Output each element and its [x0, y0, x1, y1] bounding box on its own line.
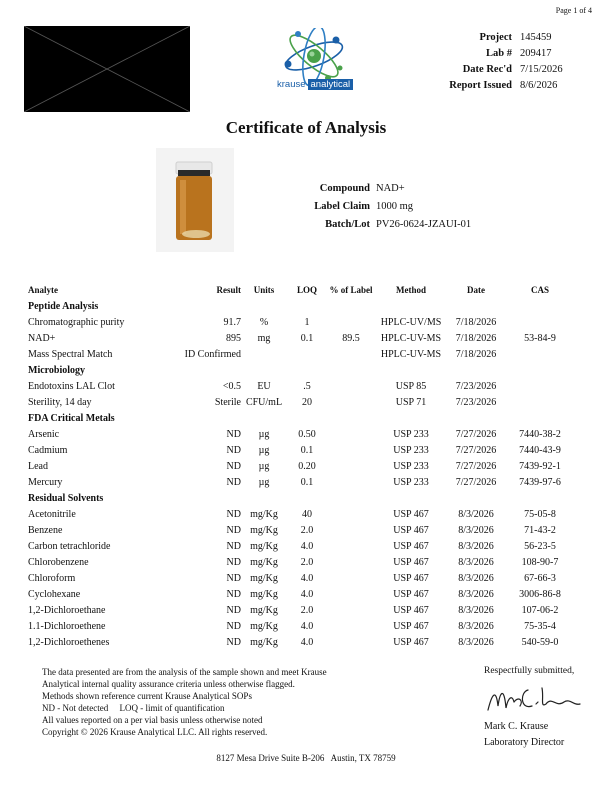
cell-percent-label: [327, 314, 375, 330]
table-row: [28, 346, 575, 362]
cell-analyte: NAD+: [28, 332, 56, 344]
table-body: [28, 298, 575, 650]
cell-units: mg/Kg: [250, 636, 278, 648]
cell-result: ND: [226, 524, 241, 536]
cell-method: HPLC-UV-MS: [380, 348, 442, 360]
sample-value: 1000 mg: [376, 201, 414, 212]
table-row: [28, 586, 575, 602]
cell-units: mg/Kg: [250, 588, 278, 600]
sample-vial-photo: [156, 148, 234, 252]
cell-method: HPLC-UV/MS: [380, 316, 442, 328]
sample-row-label-claim: [280, 198, 471, 216]
signature-block: [484, 666, 575, 748]
table-row: [28, 506, 575, 522]
cell-percent-label: [327, 506, 375, 522]
cell-cas: 75-05-8: [524, 508, 556, 520]
cell-analyte: Benzene: [28, 524, 63, 536]
cell-method: USP 467: [393, 508, 429, 520]
sample-row-batch-lot: [280, 216, 471, 234]
cell-cas: 53-84-9: [524, 332, 556, 344]
report-info: [412, 30, 576, 94]
cell-date: 8/3/2026: [458, 540, 494, 552]
cell-date: 7/27/2026: [455, 476, 497, 488]
redacted-image: [24, 26, 190, 112]
cell-percent-label: [327, 474, 375, 490]
cell-cas: [505, 394, 575, 410]
cell-analyte: Chromatographic purity: [28, 316, 125, 328]
cell-date: 7/27/2026: [455, 460, 497, 472]
note-line: The data presented are from the analysis of the sample shown and meet Krause: [42, 667, 327, 677]
header-cas: CAS: [530, 285, 549, 295]
cell-cas: 7439-97-6: [519, 476, 561, 488]
cell-result: ND: [226, 508, 241, 520]
cell-date: 8/3/2026: [458, 524, 494, 536]
cell-analyte: Cyclohexane: [28, 588, 81, 600]
cell-loq: 0.20: [298, 460, 316, 472]
cell-method: USP 467: [393, 524, 429, 536]
logo-wordmark: [277, 79, 353, 90]
cell-result: 895: [226, 332, 241, 344]
cell-cas: 7440-43-9: [519, 444, 561, 456]
cell-units: %: [259, 316, 269, 328]
info-value: 8/6/2026: [520, 80, 558, 91]
cell-method: USP 467: [393, 540, 429, 552]
cell-method: USP 85: [395, 380, 427, 392]
cell-method: USP 467: [393, 636, 429, 648]
note-line: All values reported on a per vial basis unless otherwise noted: [42, 715, 263, 725]
cell-analyte: Cadmium: [28, 444, 68, 456]
section-row: [28, 362, 575, 378]
cell-method: USP 71: [395, 396, 427, 408]
cell-date: 7/18/2026: [455, 332, 497, 344]
cell-date: 7/18/2026: [455, 348, 497, 360]
cell-analyte: Carbon tetrachloride: [28, 540, 111, 552]
cell-result: ND: [226, 460, 241, 472]
sample-info: [280, 180, 471, 234]
cell-method: USP 233: [393, 476, 429, 488]
cell-cas: 3006-86-8: [519, 588, 561, 600]
cell-units: mg/Kg: [250, 572, 278, 584]
cell-units: mg/Kg: [250, 620, 278, 632]
cell-date: 7/23/2026: [455, 380, 497, 392]
cell-method: USP 467: [393, 556, 429, 568]
cell-cas: 56-23-5: [524, 540, 556, 552]
section-title: Residual Solvents: [28, 492, 104, 504]
note-line: ND - Not detected LOQ - limit of quantification: [42, 703, 225, 713]
cell-method: USP 233: [393, 444, 429, 456]
cell-units: mg/Kg: [250, 604, 278, 616]
cell-loq: 2.0: [300, 556, 314, 568]
cell-percent-label: [327, 426, 375, 442]
cell-percent-label: [327, 586, 375, 602]
section-title: FDA Critical Metals: [28, 412, 115, 424]
table-row: [28, 378, 575, 394]
cell-result: ID Confirmed: [184, 348, 241, 360]
cell-result: ND: [226, 572, 241, 584]
cell-result: ND: [226, 604, 241, 616]
signatory-name: Mark C. Krause: [484, 721, 549, 732]
section-row: [28, 298, 575, 314]
signatory-title: Laboratory Director: [484, 737, 565, 748]
cell-loq: .5: [303, 380, 311, 392]
cell-analyte: Mercury: [28, 476, 63, 488]
header-analyte: Analyte: [28, 285, 58, 295]
cell-analyte: 1.1-Dichloroethene: [28, 620, 106, 632]
cell-date: 8/3/2026: [458, 620, 494, 632]
cell-units: CFU/mL: [245, 396, 283, 408]
cell-loq: 0.50: [298, 428, 316, 440]
cell-percent-label: [327, 554, 375, 570]
table-row: [28, 458, 575, 474]
cell-result: ND: [226, 556, 241, 568]
cell-date: 8/3/2026: [458, 508, 494, 520]
header-date: Date: [467, 285, 485, 295]
cell-analyte: Chloroform: [28, 572, 76, 584]
cell-method: USP 467: [393, 572, 429, 584]
cell-date: 8/3/2026: [458, 636, 494, 648]
cell-loq: 4.0: [300, 636, 314, 648]
cell-analyte: 1,2-Dichloroethenes: [28, 636, 110, 648]
cell-date: 8/3/2026: [458, 556, 494, 568]
cell-result: ND: [226, 444, 241, 456]
cell-units: EU: [257, 380, 271, 392]
table-row: [28, 554, 575, 570]
cell-loq: 2.0: [300, 604, 314, 616]
cell-result: ND: [226, 620, 241, 632]
cell-method: USP 467: [393, 588, 429, 600]
cell-percent-label: [327, 634, 375, 650]
cell-loq: 0.1: [300, 444, 314, 456]
cell-percent-label: [327, 602, 375, 618]
cell-loq: 40: [302, 508, 312, 520]
cell-percent-label: [327, 394, 375, 410]
cell-analyte: Endotoxins LAL Clot: [28, 380, 115, 392]
cell-units: mg/Kg: [250, 524, 278, 536]
table-row: [28, 426, 575, 442]
cell-method: HPLC-UV-MS: [380, 332, 442, 344]
info-row-project: [412, 30, 576, 46]
cell-date: 7/27/2026: [455, 444, 497, 456]
document-title: Certificate of Analysis: [225, 118, 387, 137]
cell-units: µg: [258, 444, 270, 456]
cell-analyte: Mass Spectral Match: [28, 348, 113, 360]
info-value: 7/15/2026: [520, 64, 563, 75]
info-row-lab: [412, 46, 576, 62]
header-result: Result: [216, 285, 241, 295]
cell-cas: 108-90-7: [521, 556, 559, 568]
table-row: [28, 538, 575, 554]
cell-units: mg/Kg: [250, 556, 278, 568]
cell-result: ND: [226, 540, 241, 552]
cell-units: µg: [258, 476, 270, 488]
cell-cas: 75-35-4: [524, 620, 556, 632]
info-row-report-issued: [412, 78, 576, 94]
section-title: Microbiology: [28, 364, 86, 376]
note-line: Analytical internal quality assurance criteria unless otherwise flagged.: [42, 679, 295, 689]
table-row: [28, 522, 575, 538]
table-row: [28, 442, 575, 458]
cell-cas: 71-43-2: [524, 524, 556, 536]
cell-units: mg/Kg: [250, 508, 278, 520]
cell-date: 7/18/2026: [455, 316, 497, 328]
cell-loq: 0.1: [300, 332, 314, 344]
header-percent-label: % of Label: [329, 285, 373, 295]
cell-cas: 67-66-3: [524, 572, 556, 584]
cell-result: Sterile: [214, 396, 241, 408]
cell-units: µg: [258, 460, 270, 472]
cell-result: 91.7: [223, 316, 241, 328]
cell-percent-label: [327, 522, 375, 538]
cell-method: USP 467: [393, 604, 429, 616]
cell-analyte: Lead: [28, 460, 48, 472]
cell-loq: 4.0: [300, 588, 314, 600]
table-row: [28, 634, 575, 650]
info-value: 209417: [520, 48, 552, 59]
cell-analyte: Arsenic: [28, 428, 60, 440]
cell-units: mg/Kg: [250, 540, 278, 552]
table-row: [28, 330, 575, 346]
info-row-date-received: [412, 62, 576, 78]
cell-analyte: Sterility, 14 day: [28, 396, 92, 408]
cell-method: USP 467: [393, 620, 429, 632]
cell-date: 8/3/2026: [458, 572, 494, 584]
info-label: Project: [479, 32, 512, 43]
signature-closing: Respectfully submitted,: [484, 666, 575, 676]
cell-percent-label: [327, 570, 375, 586]
table-row: [28, 570, 575, 586]
cell-loq: 4.0: [300, 572, 314, 584]
cell-method: USP 233: [393, 460, 429, 472]
cell-percent-label: [327, 346, 375, 362]
report-notes: [42, 666, 327, 738]
info-label: Lab #: [486, 48, 512, 59]
cell-result: ND: [226, 428, 241, 440]
cell-date: 8/3/2026: [458, 588, 494, 600]
cell-loq: 20: [302, 396, 312, 408]
cell-units: mg: [257, 332, 271, 344]
cell-percent-label: 89.5: [342, 332, 360, 344]
cell-loq: 1: [304, 316, 310, 328]
cell-loq: [287, 346, 327, 362]
header-loq: LOQ: [296, 285, 317, 295]
info-label: Date Rec'd: [462, 64, 512, 75]
cell-date: 7/27/2026: [455, 428, 497, 440]
cell-cas: 540-59-0: [521, 636, 559, 648]
sample-label: Compound: [319, 183, 370, 194]
note-line: Methods shown reference current Krause Analytical SOPs: [42, 691, 252, 701]
table-row: [28, 618, 575, 634]
cell-percent-label: [327, 538, 375, 554]
cell-cas: 107-06-2: [521, 604, 559, 616]
cell-percent-label: [327, 618, 375, 634]
cell-cas: 7439-92-1: [519, 460, 561, 472]
header-units: Units: [253, 285, 275, 295]
sample-row-compound: [280, 180, 471, 198]
table-row: [28, 602, 575, 618]
table-row: [28, 394, 575, 410]
lab-address: 8127 Mesa Drive Suite B-206 Austin, TX 78759: [216, 753, 396, 763]
section-title: Peptide Analysis: [28, 300, 99, 312]
table-row: [28, 314, 575, 330]
cell-date: 8/3/2026: [458, 604, 494, 616]
results-table: [28, 282, 575, 650]
cell-units: [241, 346, 287, 362]
info-value: 145459: [520, 32, 552, 43]
sample-label: Label Claim: [314, 201, 370, 212]
note-line: Copyright © 2026 Krause Analytical LLC. All rights reserved.: [42, 727, 268, 737]
cell-analyte: 1,2-Dichloroethane: [28, 604, 106, 616]
cell-result: <0.5: [222, 380, 241, 392]
cell-result: ND: [226, 588, 241, 600]
cell-units: µg: [258, 428, 270, 440]
cell-loq: 4.0: [300, 620, 314, 632]
logo-name-part2: analytical: [308, 79, 354, 90]
table-header-row: [28, 282, 575, 298]
handwritten-signature: [484, 680, 584, 720]
sample-value: PV26-0624-JZAUI-01: [376, 219, 472, 230]
header-method: Method: [396, 285, 426, 295]
cell-percent-label: [327, 442, 375, 458]
cell-cas: 7440-38-2: [519, 428, 561, 440]
logo-name-part1: krause: [277, 79, 306, 90]
cell-loq: 0.1: [300, 476, 314, 488]
cell-cas: [505, 346, 575, 362]
sample-label: Batch/Lot: [325, 219, 370, 230]
cell-percent-label: [327, 378, 375, 394]
section-row: [28, 410, 575, 426]
cell-analyte: Chlorobenzene: [28, 556, 89, 568]
table-row: [28, 474, 575, 490]
cell-cas: [505, 314, 575, 330]
cell-percent-label: [327, 458, 375, 474]
cell-loq: 4.0: [300, 540, 314, 552]
info-label: Report Issued: [449, 80, 512, 91]
cell-result: ND: [226, 636, 241, 648]
page-number: Page 1 of 4: [555, 6, 592, 15]
cell-result: ND: [226, 476, 241, 488]
cell-method: USP 233: [393, 428, 429, 440]
cell-date: 7/23/2026: [455, 396, 497, 408]
section-row: [28, 490, 575, 506]
cell-analyte: Acetonitrile: [28, 508, 76, 520]
sample-value: NAD+: [376, 183, 405, 194]
cell-cas: [505, 378, 575, 394]
cell-loq: 2.0: [300, 524, 314, 536]
